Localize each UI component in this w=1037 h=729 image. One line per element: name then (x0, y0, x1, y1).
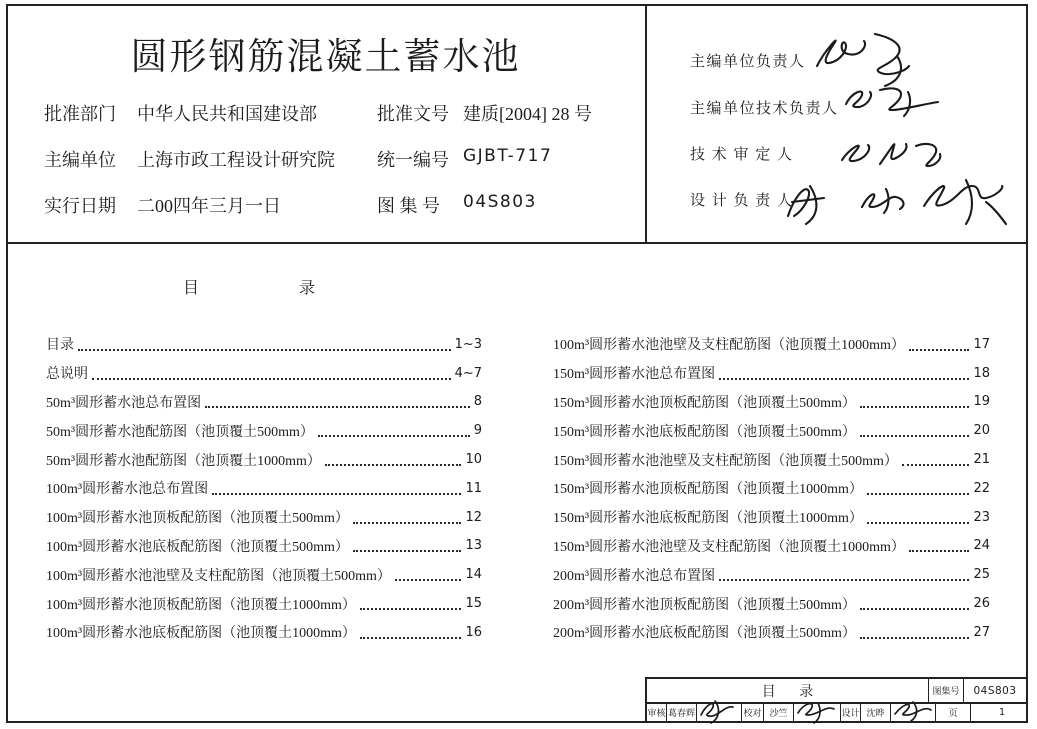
toc-entry (46, 330, 482, 359)
chief-org-tech-head-label: 主编单位技术负责人 (690, 101, 839, 117)
toc-entry-page: 24 (973, 538, 990, 554)
toc-entry-page: 4~7 (454, 365, 482, 381)
unified-no-value: GJBT-717 (463, 146, 553, 166)
designer-label: 设计 (840, 704, 860, 721)
signature-scrawl-icon (780, 176, 842, 228)
leader-dots (867, 522, 970, 524)
toc-entry-title: 150m³圆形蓄水池底板配筋图（池顶覆土1000mm） (553, 511, 863, 527)
toc-entry (553, 359, 990, 388)
leader-dots (860, 637, 970, 639)
leader-dots (318, 435, 470, 437)
leader-dots (212, 493, 461, 495)
toc-entry-title: 100m³圆形蓄水池顶板配筋图（池顶覆土1000mm） (46, 597, 356, 613)
toc-heading (183, 275, 315, 298)
toc-entry (553, 388, 990, 417)
leader-dots (360, 637, 462, 639)
page-label: 页 (935, 704, 970, 721)
toc-entry-page: 18 (973, 365, 990, 381)
atlas-no-label: 图 集 号 (377, 196, 440, 216)
leader-dots (353, 550, 462, 552)
signature-scrawl-icon (794, 697, 840, 723)
effective-date-value: 二00四年三月一日 (137, 196, 281, 216)
signature-scrawl-icon (916, 172, 1014, 230)
leader-dots (325, 464, 462, 466)
toc-column-left (46, 330, 482, 647)
toc-heading-char: 目 (183, 280, 200, 297)
toc-entry (46, 532, 482, 561)
leader-dots (902, 464, 970, 466)
leader-dots (860, 608, 970, 610)
toc-entry (553, 503, 990, 532)
signature-scrawl-icon (832, 130, 950, 176)
toc-entry-page: 26 (973, 596, 990, 612)
toc-entry-title: 150m³圆形蓄水池总布置图 (553, 367, 716, 383)
toc-entry-title: 100m³圆形蓄水池池壁及支柱配筋图（池顶覆土500mm） (46, 568, 391, 584)
toc-entry-page: 17 (973, 336, 990, 352)
proofread-label: 校对 (741, 704, 763, 721)
toc-entry-title: 200m³圆形蓄水池顶板配筋图（池顶覆土500mm） (553, 597, 856, 613)
leader-dots (360, 608, 462, 610)
chief-org-head-label: 主编单位负责人 (690, 54, 806, 70)
leader-dots (395, 579, 462, 581)
titleblock-atlas-no: 04S803 (963, 679, 1026, 702)
atlas-no-value: 04S803 (463, 192, 537, 212)
page-number: 1 (970, 704, 1033, 721)
toc-entry-page: 15 (465, 596, 482, 612)
toc-entry (46, 416, 482, 445)
toc-entry-page: 27 (973, 624, 990, 640)
toc-entry-title: 100m³圆形蓄水池池壁及支柱配筋图（池顶覆土1000mm） (553, 338, 905, 354)
toc-entry (553, 560, 990, 589)
toc-entry-title: 100m³圆形蓄水池底板配筋图（池顶覆土500mm） (46, 539, 349, 555)
leader-dots (92, 378, 451, 380)
toc-entry (46, 589, 482, 618)
toc-entry-title: 150m³圆形蓄水池池壁及支柱配筋图（池顶覆土1000mm） (553, 539, 905, 555)
toc-entry-title: 150m³圆形蓄水池底板配筋图（池顶覆土500mm） (553, 424, 856, 440)
signature-scrawl-icon (838, 80, 946, 122)
atlas-title: 圆形钢筋混凝土蓄水池 (130, 37, 521, 78)
leader-dots (909, 550, 970, 552)
approval-no-label: 批准文号 (377, 104, 449, 124)
toc-entry-title: 总说明 (46, 367, 88, 383)
header-horizontal-divider (6, 242, 1028, 244)
toc-entry-title: 100m³圆形蓄水池总布置图 (46, 482, 209, 498)
toc-entry (553, 618, 990, 647)
toc-entry (46, 445, 482, 474)
toc-entry-page: 12 (465, 509, 482, 525)
toc-entry-title: 50m³圆形蓄水池总布置图 (46, 395, 202, 411)
toc-entry-page: 19 (973, 394, 990, 410)
toc-column-right (553, 330, 990, 647)
design-head-label: 设 计 负 责 人 (690, 193, 794, 209)
leader-dots (78, 349, 451, 351)
header-vertical-divider (645, 4, 647, 244)
toc-entry-page: 22 (973, 480, 990, 496)
approval-dept-value: 中华人民共和国建设部 (137, 104, 317, 124)
titleblock-bottom-row (647, 702, 1026, 721)
approval-dept-label: 批准部门 (44, 104, 116, 124)
toc-entry-page: 11 (465, 480, 482, 496)
unified-no-label: 统一编号 (377, 150, 449, 170)
leader-dots (867, 493, 970, 495)
proofread-name: 沙竺 (763, 704, 793, 721)
reviewer-signature-cell (696, 704, 741, 721)
toc-entry-title: 200m³圆形蓄水池总布置图 (553, 568, 716, 584)
toc-entry-title: 150m³圆形蓄水池顶板配筋图（池顶覆土1000mm） (553, 482, 863, 498)
toc-heading-char: 录 (299, 280, 316, 297)
leader-dots (860, 435, 970, 437)
toc-entry (553, 416, 990, 445)
toc-entry-title: 目录 (46, 338, 74, 354)
toc-entry-page: 8 (473, 394, 482, 410)
designer-signature-cell (890, 704, 935, 721)
leader-dots (860, 406, 970, 408)
reviewer-name: 葛春辉 (666, 704, 696, 721)
toc-entry-page: 10 (465, 452, 482, 468)
leader-dots (719, 378, 969, 380)
toc-entry (553, 330, 990, 359)
effective-date-label: 实行日期 (44, 196, 116, 216)
leader-dots (205, 406, 470, 408)
signature-scrawl-icon (856, 183, 918, 219)
signature-scrawl-icon (697, 697, 741, 723)
toc-entry (46, 503, 482, 532)
signature-scrawl-icon (891, 697, 935, 723)
toc-entry-title: 200m³圆形蓄水池底板配筋图（池顶覆土500mm） (553, 626, 856, 642)
toc-entry (553, 474, 990, 503)
leader-dots (909, 349, 970, 351)
toc-entry (46, 359, 482, 388)
toc-entry-page: 16 (465, 624, 482, 640)
toc-entry (46, 474, 482, 503)
toc-entry-page: 25 (973, 567, 990, 583)
toc-entry-page: 9 (473, 423, 482, 439)
tech-approver-label: 技 术 审 定 人 (690, 147, 794, 163)
toc-entry-title: 50m³圆形蓄水池配筋图（池顶覆土500mm） (46, 424, 314, 440)
titleblock-atlas-no-label: 图集号 (928, 679, 963, 702)
toc-entry (553, 589, 990, 618)
toc-entry-page: 1~3 (454, 336, 482, 352)
proofread-signature-cell (793, 704, 840, 721)
toc-entry-title: 150m³圆形蓄水池顶板配筋图（池顶覆土500mm） (553, 395, 856, 411)
toc-entry-title: 100m³圆形蓄水池顶板配筋图（池顶覆土500mm） (46, 511, 349, 527)
toc-entry (46, 618, 482, 647)
toc-entry-title: 50m³圆形蓄水池配筋图（池顶覆土1000mm） (46, 453, 321, 469)
toc-entry-title: 100m³圆形蓄水池底板配筋图（池顶覆土1000mm） (46, 626, 356, 642)
editor-org-label: 主编单位 (44, 150, 116, 170)
toc-entry (553, 445, 990, 474)
toc-entry-title: 150m³圆形蓄水池池壁及支柱配筋图（池顶覆土500mm） (553, 453, 898, 469)
designer-name: 沈晔 (860, 704, 890, 721)
toc-entry-page: 20 (973, 423, 990, 439)
titleblock (645, 677, 1028, 723)
toc-entry (46, 388, 482, 417)
toc-entry-page: 14 (465, 567, 482, 583)
toc-entry-page: 23 (973, 509, 990, 525)
titleblock-sheet-title: 目 录 (761, 684, 824, 700)
toc-entry (553, 532, 990, 561)
leader-dots (353, 522, 462, 524)
toc-entry (46, 560, 482, 589)
toc-entry-page: 13 (465, 538, 482, 554)
toc-entry-page: 21 (973, 452, 990, 468)
leader-dots (719, 579, 969, 581)
editor-org-value: 上海市政工程设计研究院 (137, 150, 335, 170)
approval-no-value: 建质[2004] 28 号 (463, 104, 592, 124)
reviewer-label: 审核 (647, 708, 666, 718)
